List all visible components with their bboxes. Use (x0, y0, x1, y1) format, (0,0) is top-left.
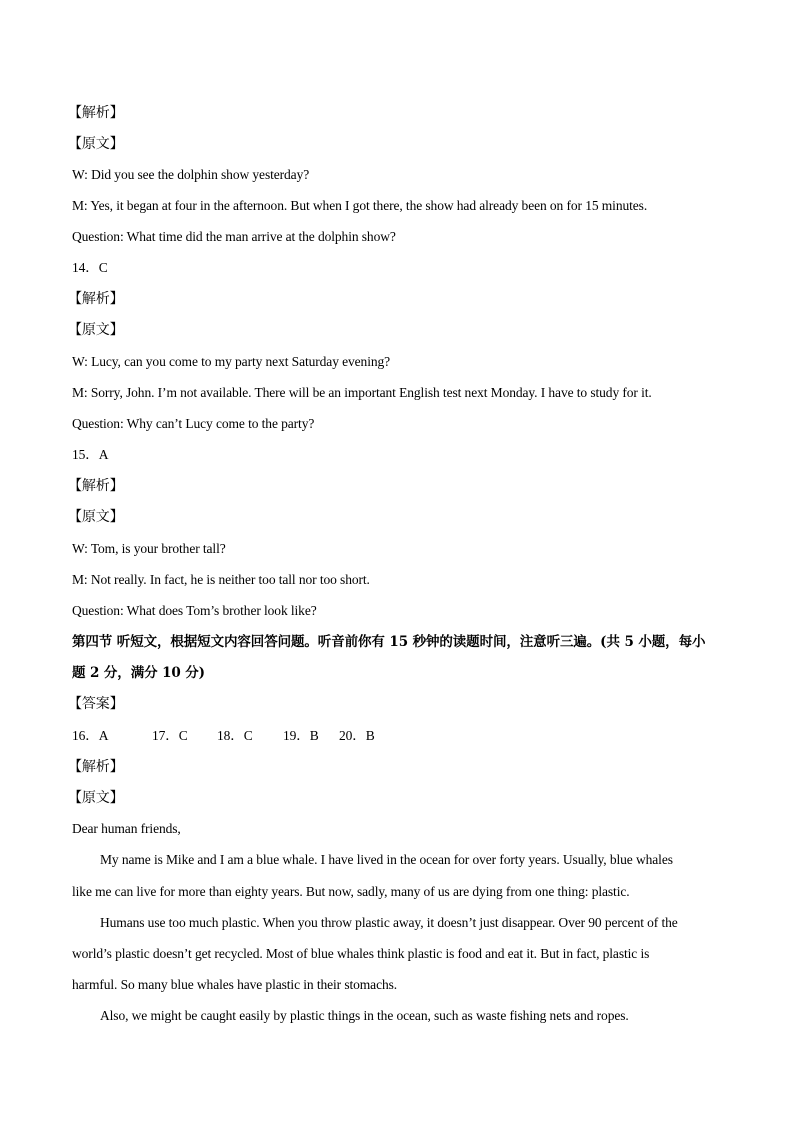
question-line: Question: What time did the man arrive at the dolphin show? (72, 229, 396, 244)
answer-17: 17．C (152, 728, 188, 743)
analysis-heading: 【解析】 (68, 291, 124, 307)
question-line: Question: Why can’t Lucy come to the party? (72, 416, 315, 431)
answer-number: 14．C (72, 260, 108, 275)
dialogue-line: W: Lucy, can you come to my party next Saturday evening? (72, 354, 391, 369)
letter-salutation: Dear human friends, (72, 821, 181, 836)
dialogue-line: W: Did you see the dolphin show yesterday? (72, 167, 310, 182)
answer-key-row (72, 727, 732, 745)
transcript-heading: 【原文】 (68, 136, 124, 152)
dialogue-line: M: Sorry, John. I’m not available. There will be an important English test next Monday. I have to study for it. (72, 385, 652, 400)
paragraph-line: like me can live for more than eighty years. But now, sadly, many of us are dying from one thing: plastic. (72, 884, 630, 899)
section-title-continued: 题 2 分，满分 10 分) (72, 665, 205, 681)
transcript-heading: 【原文】 (68, 322, 124, 338)
analysis-heading: 【解析】 (68, 105, 124, 121)
answer-number: 15．A (72, 447, 109, 462)
dialogue-line: M: Not really. In fact, he is neither too tall nor too short. (72, 572, 370, 587)
paragraph-line: world’s plastic doesn’t get recycled. Most of blue whales think plastic is food and eat it. But in fact, plastic is (72, 946, 650, 961)
transcript-heading: 【原文】 (68, 509, 124, 525)
analysis-heading: 【解析】 (68, 759, 124, 775)
question-line: Question: What does Tom’s brother look like? (72, 603, 317, 618)
answer-16: 16．A (72, 728, 109, 743)
paragraph-line: My name is Mike and I am a blue whale. I have lived in the ocean for over forty years. Usually, blue whales (100, 852, 673, 867)
analysis-heading: 【解析】 (68, 478, 124, 494)
dialogue-line: M: Yes, it began at four in the afternoon. But when I got there, the show had already been on for 15 minutes. (72, 198, 648, 213)
answer-heading: 【答案】 (68, 696, 124, 712)
answer-19: 19．B (283, 728, 319, 743)
dialogue-line: W: Tom, is your brother tall? (72, 541, 226, 556)
paragraph-line: Humans use too much plastic. When you throw plastic away, it doesn’t just disappear. Over 90 percent of the (100, 915, 678, 930)
transcript-heading: 【原文】 (68, 790, 124, 806)
answer-20: 20．B (339, 728, 375, 743)
paragraph-line: Also, we might be caught easily by plastic things in the ocean, such as waste fishing nets and ropes. (100, 1008, 629, 1023)
section-title: 第四节 听短文，根据短文内容回答问题。听音前你有 15 秒钟的读题时间，注意听三遍。(共 5 小题，每小 (72, 634, 706, 650)
paragraph-line: harmful. So many blue whales have plastic in their stomachs. (72, 977, 398, 992)
answer-18: 18．C (217, 728, 253, 743)
